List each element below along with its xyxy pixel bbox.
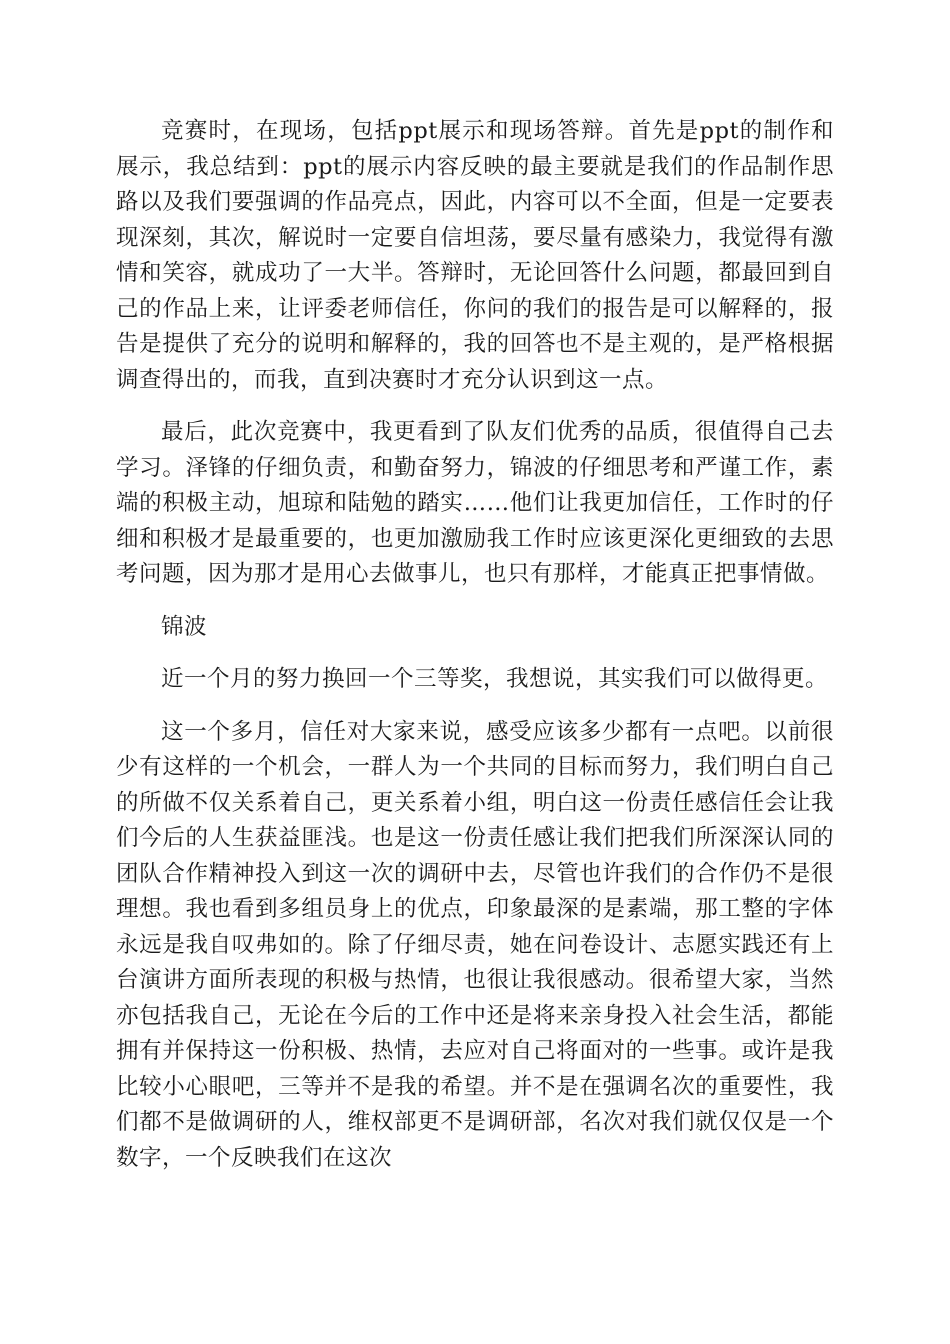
paragraph-gap <box>116 593 834 610</box>
author-name: 锦波 <box>161 613 208 640</box>
paragraph-award: 近一个月的努力换回一个三等奖，我想说，其实我们可以做得更。 <box>161 666 829 692</box>
paragraph-competition: 竞赛时，在现场，包括ppt展示和现场答辩。首先是ppt的制作和展示，我总结到：ppt的展示内容反映的最主要就是我们的作品制作思路以及我们要强调的作品亮点，因此，内容可以不全面，但是一定要表现深刻，其次，解说时一定要自信坦荡，要尽量有感染力，我觉得有激情和笑容，就成功了一大半。答辩时，无论回答什么问题，都最回到自己的作品上来，让评委老师信任，你问的我们的报告是可以解释的，报告是提供了充分的说明和解释的，我的回答也不是主观的，是严格根据调查得出的，而我，直到决赛时才充分认识到这一点。 <box>116 118 834 393</box>
paragraph-gap <box>116 698 834 715</box>
paragraph-gap <box>116 398 834 415</box>
document-body <box>116 114 834 1176</box>
paragraph-gap <box>116 645 834 662</box>
paragraph-trust: 这一个多月，信任对大家来说，感受应该多少都有一点吧。以前很少有这样的一个机会，一群人为一个共同的目标而努力，我们明白自己的所做不仅关系着自己，更关系着小组，明白这一份责任感信任会让我们今后的人生获益匪浅。也是这一份责任感让我们把我们所深深认同的团队合作精神投入到这一次的调研中去，尽管也许我们的合作仍不是很理想。我也看到多组员身上的优点，印象最深的是素端，那工整的字体永远是我自叹弗如的。除了仔细尽责，她在问卷设计、志愿实践还有上台演讲方面所表现的积极与热情，也很让我很感动。很希望大家，当然亦包括我自己，无论在今后的工作中还是将来亲身投入社会生活，都能拥有并保持这一份积极、热情，去应对自己将面对的一些事。或许是我比较小心眼吧，三等并不是我的希望。并不是在强调名次的重要性，我们都不是做调研的人，维权部更不是调研部，名次对我们就仅仅是一个数字，一个反映我们在这次 <box>116 718 834 1171</box>
paragraph-teammates: 最后，此次竞赛中，我更看到了队友们优秀的品质，很值得自己去学习。泽锋的仔细负责，和勤奋努力，锦波的仔细思考和严谨工作，素端的积极主动，旭琼和陆勉的踏实……他们让我更加信任，工作时的仔细和积极才是最重要的，也更加激励我工作时应该更深化更细致的去思考问题，因为那才是用心去做事儿，也只有那样，才能真正把事情做。 <box>116 419 834 587</box>
